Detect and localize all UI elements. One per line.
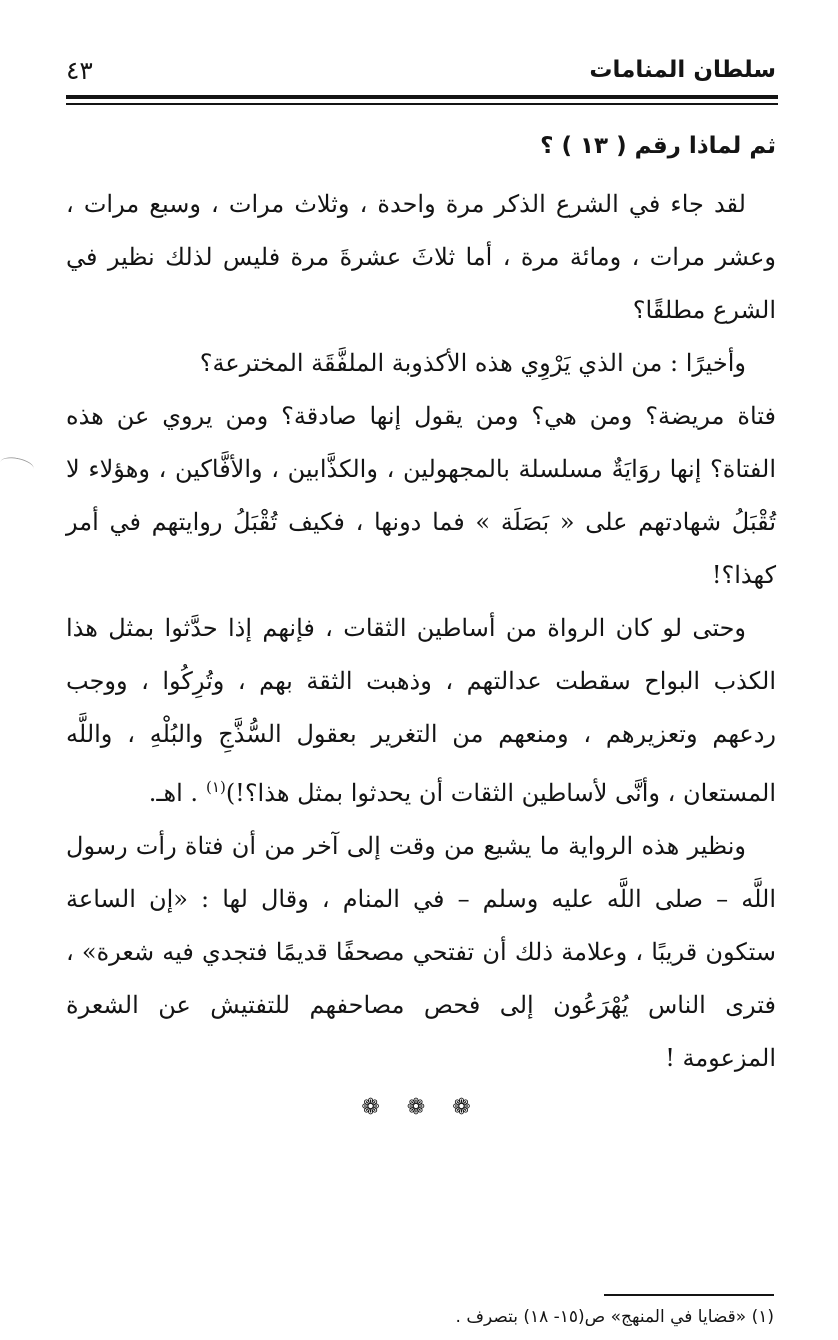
paragraph-5: ونظير هذه الرواية ما يشيع من وقت إلى آخر من أن فتاة رأت رسول اللَّه – صلى اللَّه عليه وسلم – في المنام ، وقال لها : «إن الساعة ستكون قريبًا ، وعلامة ذلك أن تفتحي مصحفًا قديمًا فتجدي فيه شعرة» ، فترى الناس يُهْرَعُون إلى فحص مصاحفهم للتفتيش عن الشعرة المزعومة ! [66, 832, 776, 1072]
paragraph-4-text: وحتى لو كان الرواة من أساطين الثقات ، فإنهم إذا حدَّثوا بمثل هذا الكذب البواح سقطت عدالتهم ، وذهبت الثقة بهم ، وتُرِكُوا ، ووجب ردعهم وتعزيرهم ، ومنعهم من التغرير بعقول السُّذَّجِ والبُلْهِ ، واللَّه المستعان ، وأنَّى لأساطين الثقات أن يحدثوا بمثل هذا؟!) [66, 614, 776, 807]
closing-mark: . اهـ. [148, 779, 199, 807]
running-header [66, 52, 776, 88]
section-end-ornaments: ❁ ❁ ❁ [361, 1095, 481, 1120]
page-number: ٤٣ [66, 55, 93, 85]
footnote: (١) «قضايا في المنهج» ص(١٥- ١٨) بتصرف . [455, 1307, 774, 1327]
paragraph-2: وأخيرًا : من الذي يَرْوِي هذه الأكذوبة الملفَّقَة المخترعة؟ [199, 349, 746, 377]
footnote-reference: (١) [206, 778, 226, 796]
paragraph-1: لقد جاء في الشرع الذكر مرة واحدة ، وثلاث مرات ، وسبع مرات ، وعشر مرات ، ومائة مرة ، أما ثلاثَ عشرةَ مرة فليس لذلك نظير في الشرع مطلقًا؟ [66, 190, 776, 324]
paragraph-4 [66, 602, 776, 820]
paragraph-3: فتاة مريضة؟ ومن هي؟ ومن يقول إنها صادقة؟ ومن يروي عن هذه الفتاة؟ إنها روَايَةٌ مسلسلة بالمجهولين ، والكذَّابين ، والأفَّاكين ، وهؤلاء لا تُقْبَلُ شهادتهم على « بَصَلَة » فما دونها ، فكيف تُقْبَلُ روايتهم في أمر كهذا؟! [66, 402, 777, 589]
section-heading: ثم لماذا رقم ( ١٣ ) ؟ [540, 133, 776, 159]
margin-mark [0, 455, 35, 477]
header-rule-thin [66, 103, 778, 105]
page-body [66, 122, 776, 1120]
book-title: سلطان المنامات [589, 57, 776, 83]
footnote-separator [604, 1294, 774, 1296]
header-rule-thick [66, 95, 778, 99]
